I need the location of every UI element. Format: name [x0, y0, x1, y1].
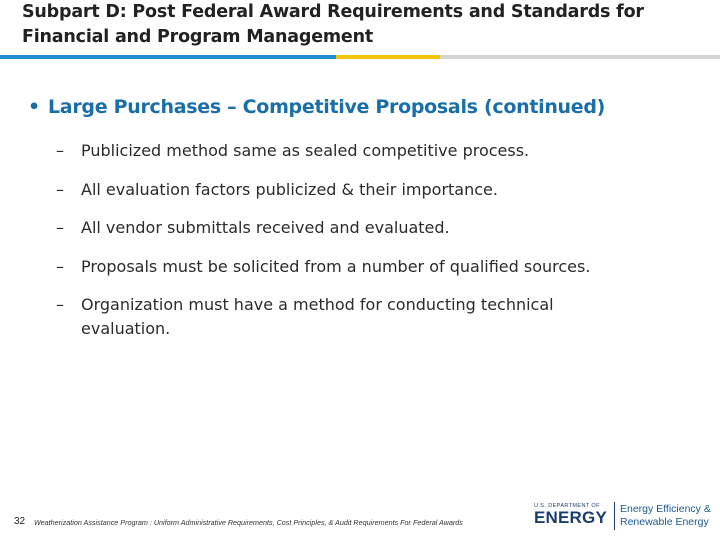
slide-title-line-2: Financial and Program Management — [22, 27, 374, 47]
sub-bullet-text: Publicized method same as sealed competitive process. — [81, 141, 530, 160]
sub-bullet — [56, 216, 696, 240]
slide-title — [22, 0, 712, 50]
sub-bullet — [56, 293, 696, 341]
sub-bullet — [56, 178, 696, 202]
slide-title-line-1: Subpart D: Post Federal Award Requirements and Standards for — [22, 2, 644, 22]
footer-caption: Weatherization Assistance Program : Uniform Administrative Requirements, Cost Principles, & Audit Requirements For Federal Awards — [34, 518, 463, 527]
doe-logo — [534, 503, 614, 533]
eere-logo — [620, 503, 716, 529]
bullet-dot: • — [28, 96, 40, 118]
page-number: 32 — [14, 516, 26, 527]
eere-logo-line-2: Renewable Energy — [620, 516, 709, 528]
doe-logo-wordmark: ENERGY — [534, 508, 607, 527]
sub-bullet-text-line-2: evaluation. — [81, 319, 171, 338]
sub-bullet-text: All vendor submittals received and evaluated. — [81, 218, 450, 237]
title-rule-grey — [440, 55, 720, 59]
title-rule-gold — [336, 55, 440, 59]
title-rule-blue — [0, 55, 336, 59]
sub-bullet-text: Proposals must be solicited from a number of qualified sources. — [81, 257, 591, 276]
main-bullet — [28, 96, 708, 118]
sub-bullet-dash: – — [56, 180, 64, 199]
sub-bullet — [56, 255, 696, 279]
sub-bullet — [56, 139, 696, 163]
logo-divider — [614, 502, 615, 530]
main-bullet-text: Large Purchases – Competitive Proposals (continued) — [48, 96, 606, 118]
sub-bullet-dash: – — [56, 218, 64, 237]
sub-bullet-text-line-1: Organization must have a method for conducting technical — [81, 295, 554, 314]
sub-bullet-dash: – — [56, 295, 64, 314]
eere-logo-line-1: Energy Efficiency & — [620, 503, 711, 515]
sub-bullet-dash: – — [56, 257, 64, 276]
doe-logo-small-text: U.S. DEPARTMENT OF — [534, 503, 600, 509]
sub-bullet-text: All evaluation factors publicized & their importance. — [81, 180, 498, 199]
sub-bullet-dash: – — [56, 141, 64, 160]
